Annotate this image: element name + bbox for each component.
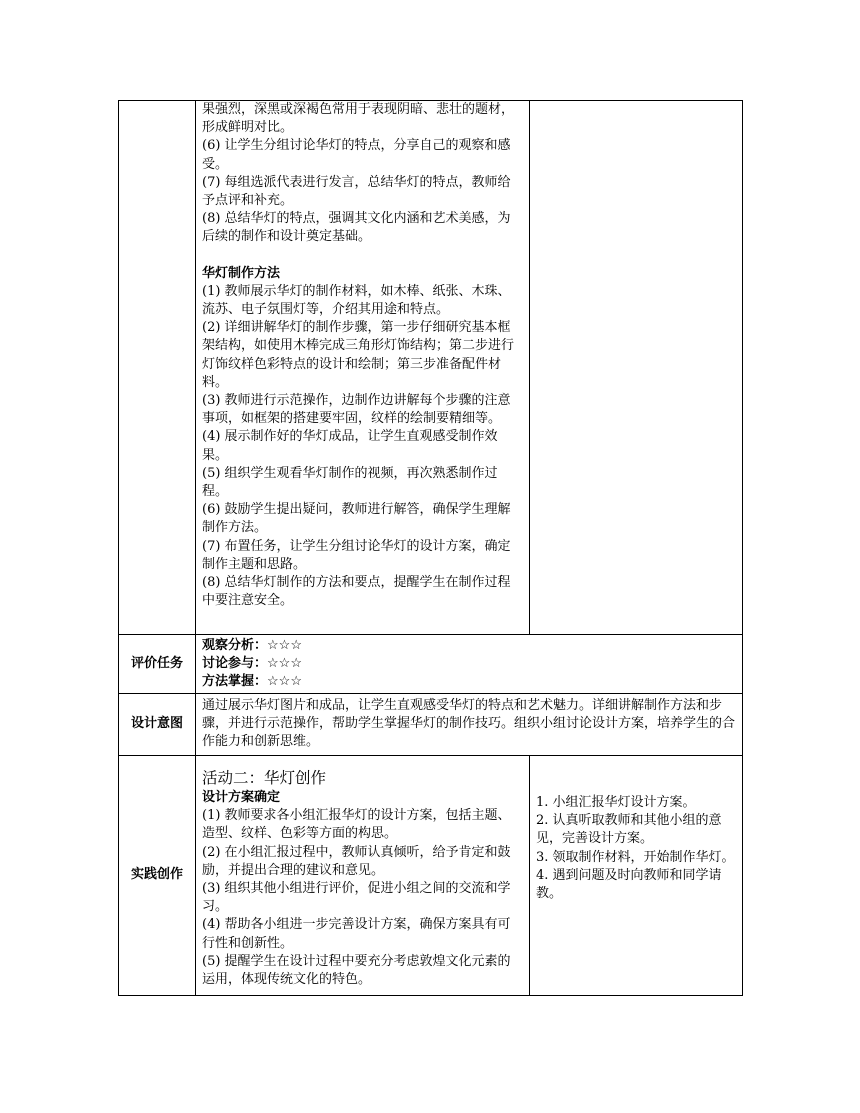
student-step: 2. 认真听取教师和其他小组的意见，完善设计方案。 — [536, 813, 722, 847]
paragraph: (5) 组织学生观看华灯制作的视频，再次熟悉制作过程。 — [202, 465, 498, 500]
rating-stars: ☆☆☆ — [267, 656, 302, 672]
design-intent-row — [119, 694, 743, 756]
practice-student-cell — [530, 756, 743, 996]
method-heading: 华灯制作方法 — [202, 265, 281, 281]
practice-teacher-cell — [196, 756, 530, 996]
process-teacher-cell — [196, 101, 530, 635]
paragraph: (3) 组织其他小组进行评价，促进小组之间的交流和学习。 — [202, 881, 511, 915]
process-row-continued — [119, 101, 743, 635]
rating-label: 观察分析： — [202, 638, 268, 653]
design-intent-content — [196, 694, 743, 756]
rating-label: 方法掌握： — [202, 674, 268, 690]
rating-item — [202, 655, 736, 673]
paragraph: (6) 鼓励学生提出疑问，教师进行解答，确保学生理解制作方法。 — [202, 502, 511, 536]
paragraph: (3) 教师进行示范操作，边制作边讲解每个步骤的注意事项，如框架的搭建要牢固，纹样的绘制要精细等。 — [202, 393, 511, 427]
rating-item — [202, 637, 736, 655]
practice-label: 实践创作 — [119, 756, 196, 996]
evaluation-content — [196, 635, 743, 694]
paragraph: (4) 帮助各小组进一步完善设计方案，确保方案具有可行性和创新性。 — [202, 917, 511, 951]
paragraph: (8) 总结华灯的特点，强调其文化内涵和艺术美感，为后续的制作和设计奠定基础。 — [202, 211, 511, 245]
paragraph: (7) 每组选派代表进行发言，总结华灯的特点，教师给予点评和补充。 — [202, 174, 511, 209]
rating-stars: ☆☆☆ — [267, 638, 302, 653]
activity-title: 活动二：华灯创作 — [202, 769, 327, 787]
rating-item — [202, 673, 736, 691]
paragraph: (6) 让学生分组讨论华灯的特点，分享自己的观察和感受。 — [202, 138, 511, 172]
paragraph: 果强烈，深黑或深褐色常用于表现阴暗、悲壮的题材，形成鲜明对比。 — [202, 102, 515, 136]
paragraph: (4) 展示制作好的华灯成品，让学生直观感受制作效果。 — [202, 429, 498, 463]
design-intent-text: 通过展示华灯图片和成品，让学生直观感受华灯的特点和艺术魅力。详细讲解制作方法和步骤，并进行示范操作，帮助学生掌握华灯的制作技巧。组织小组讨论设计方案，培养学生的合作能力和创新思维。 — [202, 698, 736, 750]
rating-stars: ☆☆☆ — [267, 674, 302, 690]
student-step: 3. 领取制作材料，开始制作华灯。 — [536, 849, 735, 865]
student-step: 4. 遇到问题及时向教师和同学请教。 — [536, 867, 722, 901]
rating-label: 讨论参与： — [202, 656, 268, 672]
process-label-cell — [119, 101, 196, 635]
paragraph: (2) 在小组汇报过程中，教师认真倾听，给予肯定和鼓励，并提出合理的建议和意见。 — [202, 844, 511, 878]
paragraph: (5) 提醒学生在设计过程中要充分考虑敦煌文化元素的运用，体现传统文化的特色。 — [202, 953, 511, 988]
paragraph: (8) 总结华灯制作的方法和要点，提醒学生在制作过程中要注意安全。 — [202, 575, 511, 609]
paragraph: (1) 教师展示华灯的制作材料，如木棒、纸张、木珠、流苏、电子氛围灯等，介绍其用途和特点。 — [202, 283, 511, 318]
lesson-plan-table — [118, 100, 743, 996]
evaluation-row — [119, 635, 743, 694]
evaluation-label: 评价任务 — [119, 635, 196, 694]
spacer — [536, 903, 736, 957]
practice-row — [119, 756, 743, 996]
process-student-cell — [530, 101, 743, 635]
paragraph: (1) 教师要求各小组汇报华灯的设计方案，包括主题、造型、纹样、色彩等方面的构思。 — [202, 808, 511, 842]
paragraph: (7) 布置任务，让学生分组讨论华灯的设计方案，确定制作主题和思路。 — [202, 538, 511, 572]
student-step: 1. 小组汇报华灯设计方案。 — [536, 794, 696, 810]
spacer — [202, 247, 523, 265]
paragraph: (2) 详细讲解华灯的制作步骤，第一步仔细研究基本框架结构，如使用木棒完成三角形灯饰结构；第二步进行灯饰纹样色彩特点的设计和绘制；第三步准备配件材料。 — [202, 320, 515, 390]
design-intent-label: 设计意图 — [119, 694, 196, 756]
sub-heading: 设计方案确定 — [202, 790, 281, 805]
